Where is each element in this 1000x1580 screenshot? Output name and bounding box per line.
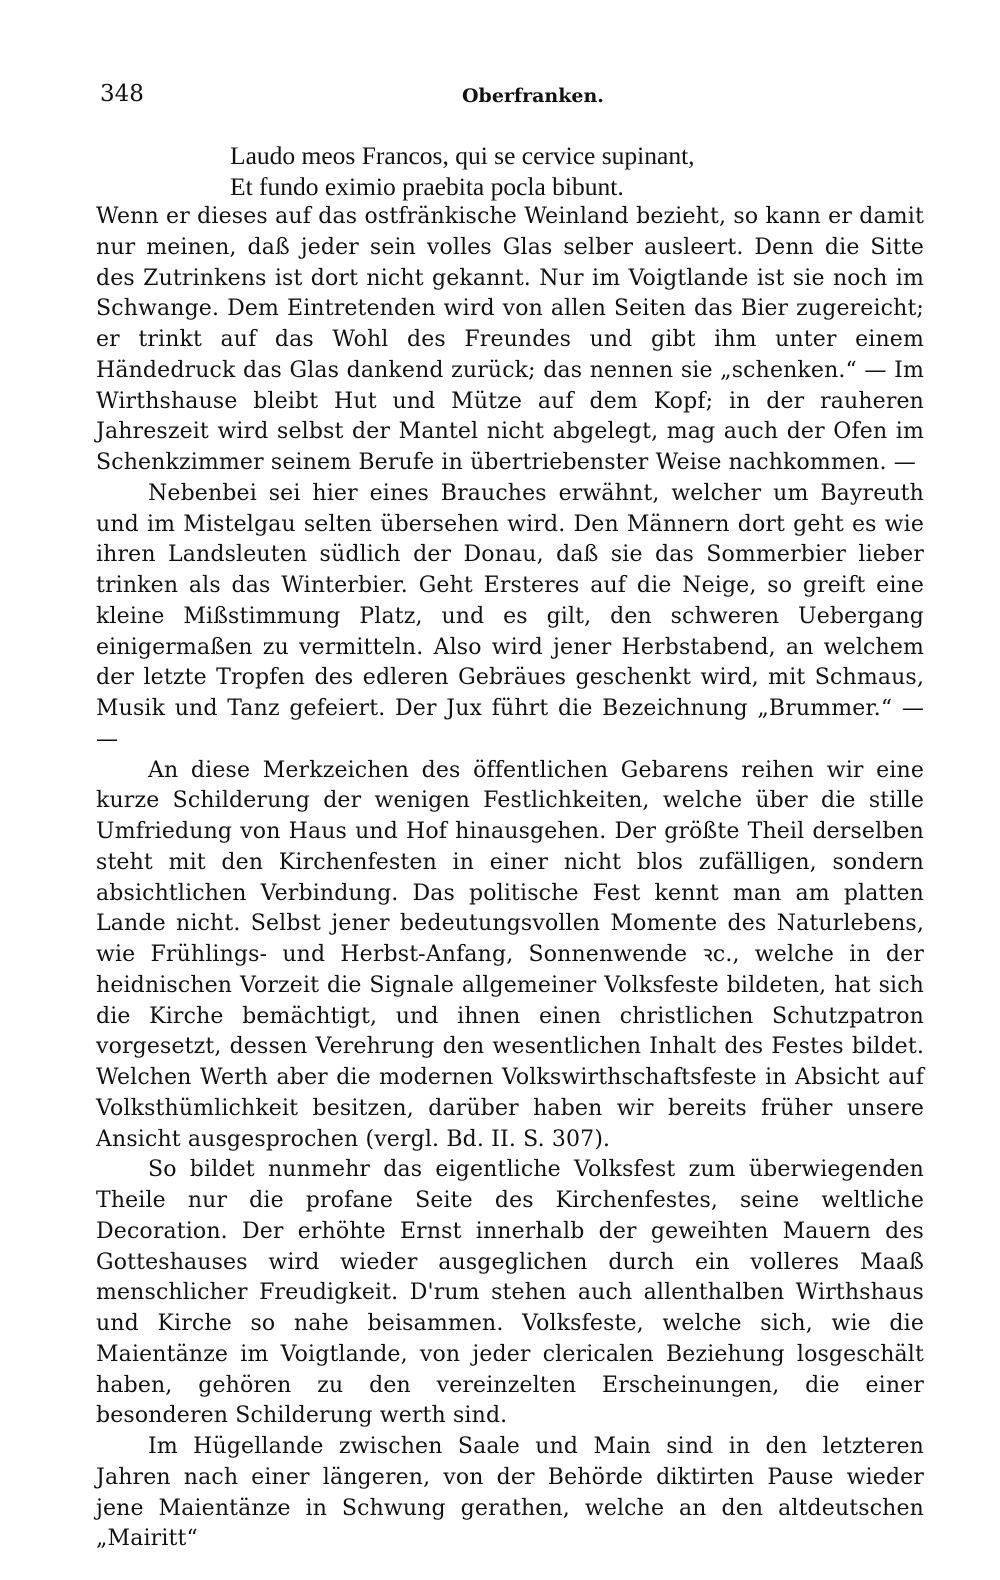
running-title: Oberfranken.	[462, 85, 604, 107]
paragraph-zutrinken: Wenn er dieses auf das ostfränkische Weinland bezieht, so kann er damit nur meinen, daß jeder sein volles Glas selber ausleert. Denn die Sitte des Zutrinkens ist dort nicht gekannt. Nur im Voigtlande ist sie noch im Schwange. Dem Eintretenden wird von allen Seiten das Bier zugereicht; er trinkt auf das Wohl des Freundes und gibt ihm unter einem Händedruck das Glas dankend zurück; das nennen sie „schenken.“ — Im Wirthshause bleibt Hut und Mütze auf dem Kopf; in der rauheren Jahreszeit wird selbst der Mantel nicht abgelegt, mag auch der Ofen im Schenkzimmer seinem Berufe in übertriebenster Weise nachkommen. —	[96, 204, 924, 475]
verse-line-2: Et fundo eximio praebita pocla bibunt.	[230, 172, 624, 201]
paragraph-brummer: Nebenbei sei hier eines Brauches erwähnt, welcher um Bayreuth und im Mistelgau selten übersehen wird. Den Männern dort geht es wie ihren Landsleuten südlich der Donau, daß sie das Sommerbier lieber trinken als das Winterbier. Geht Ersteres auf die Neige, so greift eine kleine Mißstimmung Platz, und es gilt, den schweren Uebergang einigermaßen zu vermitteln. Also wird jener Herbstabend, an welchem der letzte Tropfen des edleren Gebräues geschenkt wird, mit Schmaus, Musik und Tanz gefeiert. Der Jux führt die Bezeichnung „Brummer.“ — —	[96, 480, 924, 752]
paragraph-maientaenze: Im Hügellande zwischen Saale und Main sind in den letzteren Jahren nach einer längeren, von der Behörde diktirten Pause wieder jene Maientänze in Schwung gerathen, welche an den altdeutschen „Mairitt“	[96, 1434, 924, 1552]
paragraph-volksfest: So bildet nunmehr das eigentliche Volksfest zum überwiegenden Theile nur die profane Seite des Kirchenfestes, seine weltliche Decoration. Der erhöhte Ernst innerhalb der geweihten Mauern des Gotteshauses wird wieder ausgeglichen durch ein volleres Maaß menschlicher Freudigkeit. D'rum stehen auch allenthalben Wirthshaus und Kirche so nahe beisammen. Volksfeste, welche sich, wie die Maientänze im Voigtlande, von jeder clericalen Beziehung losgeschält haben, gehören zu den vereinzelten Erscheinungen, die einer besonderen Schilderung werth sind.	[96, 1157, 924, 1429]
paragraph-festlichkeiten: An diese Merkzeichen des öffentlichen Gebarens reihen wir eine kurze Schilderung der wenigen Festlichkeiten, welche über die stille Umfriedung von Haus und Hof hinausgehen. Der größte Theil derselben steht mit den Kirchenfesten in einer nicht blos zufälligen, sondern absichtlichen Verbindung. Das politische Fest kennt man am platten Lande nicht. Selbst jener bedeutungsvollen Momente des Naturlebens, wie Frühlings- und Herbst-Anfang, Sonnenwende ꝛc., welche in der heidnischen Vorzeit die Signale allgemeiner Volksfeste bildeten, hat sich die Kirche bemächtigt, und ihnen einen christlichen Schutzpatron vorgesetzt, dessen Verehrung den wesentlichen Inhalt des Festes bildet. Welchen Werth aber die modernen Volkswirthschaftsfeste in Absicht auf Volksthümlichkeit besitzen, darüber haben wir bereits früher unsere Ansicht ausgesprochen (vergl. Bd. II. S. 307).	[96, 757, 924, 1152]
verse-line-1: Laudo meos Francos, qui se cervice supinant,	[230, 141, 695, 170]
page-number: 348	[100, 81, 144, 107]
body-text	[96, 202, 924, 1555]
